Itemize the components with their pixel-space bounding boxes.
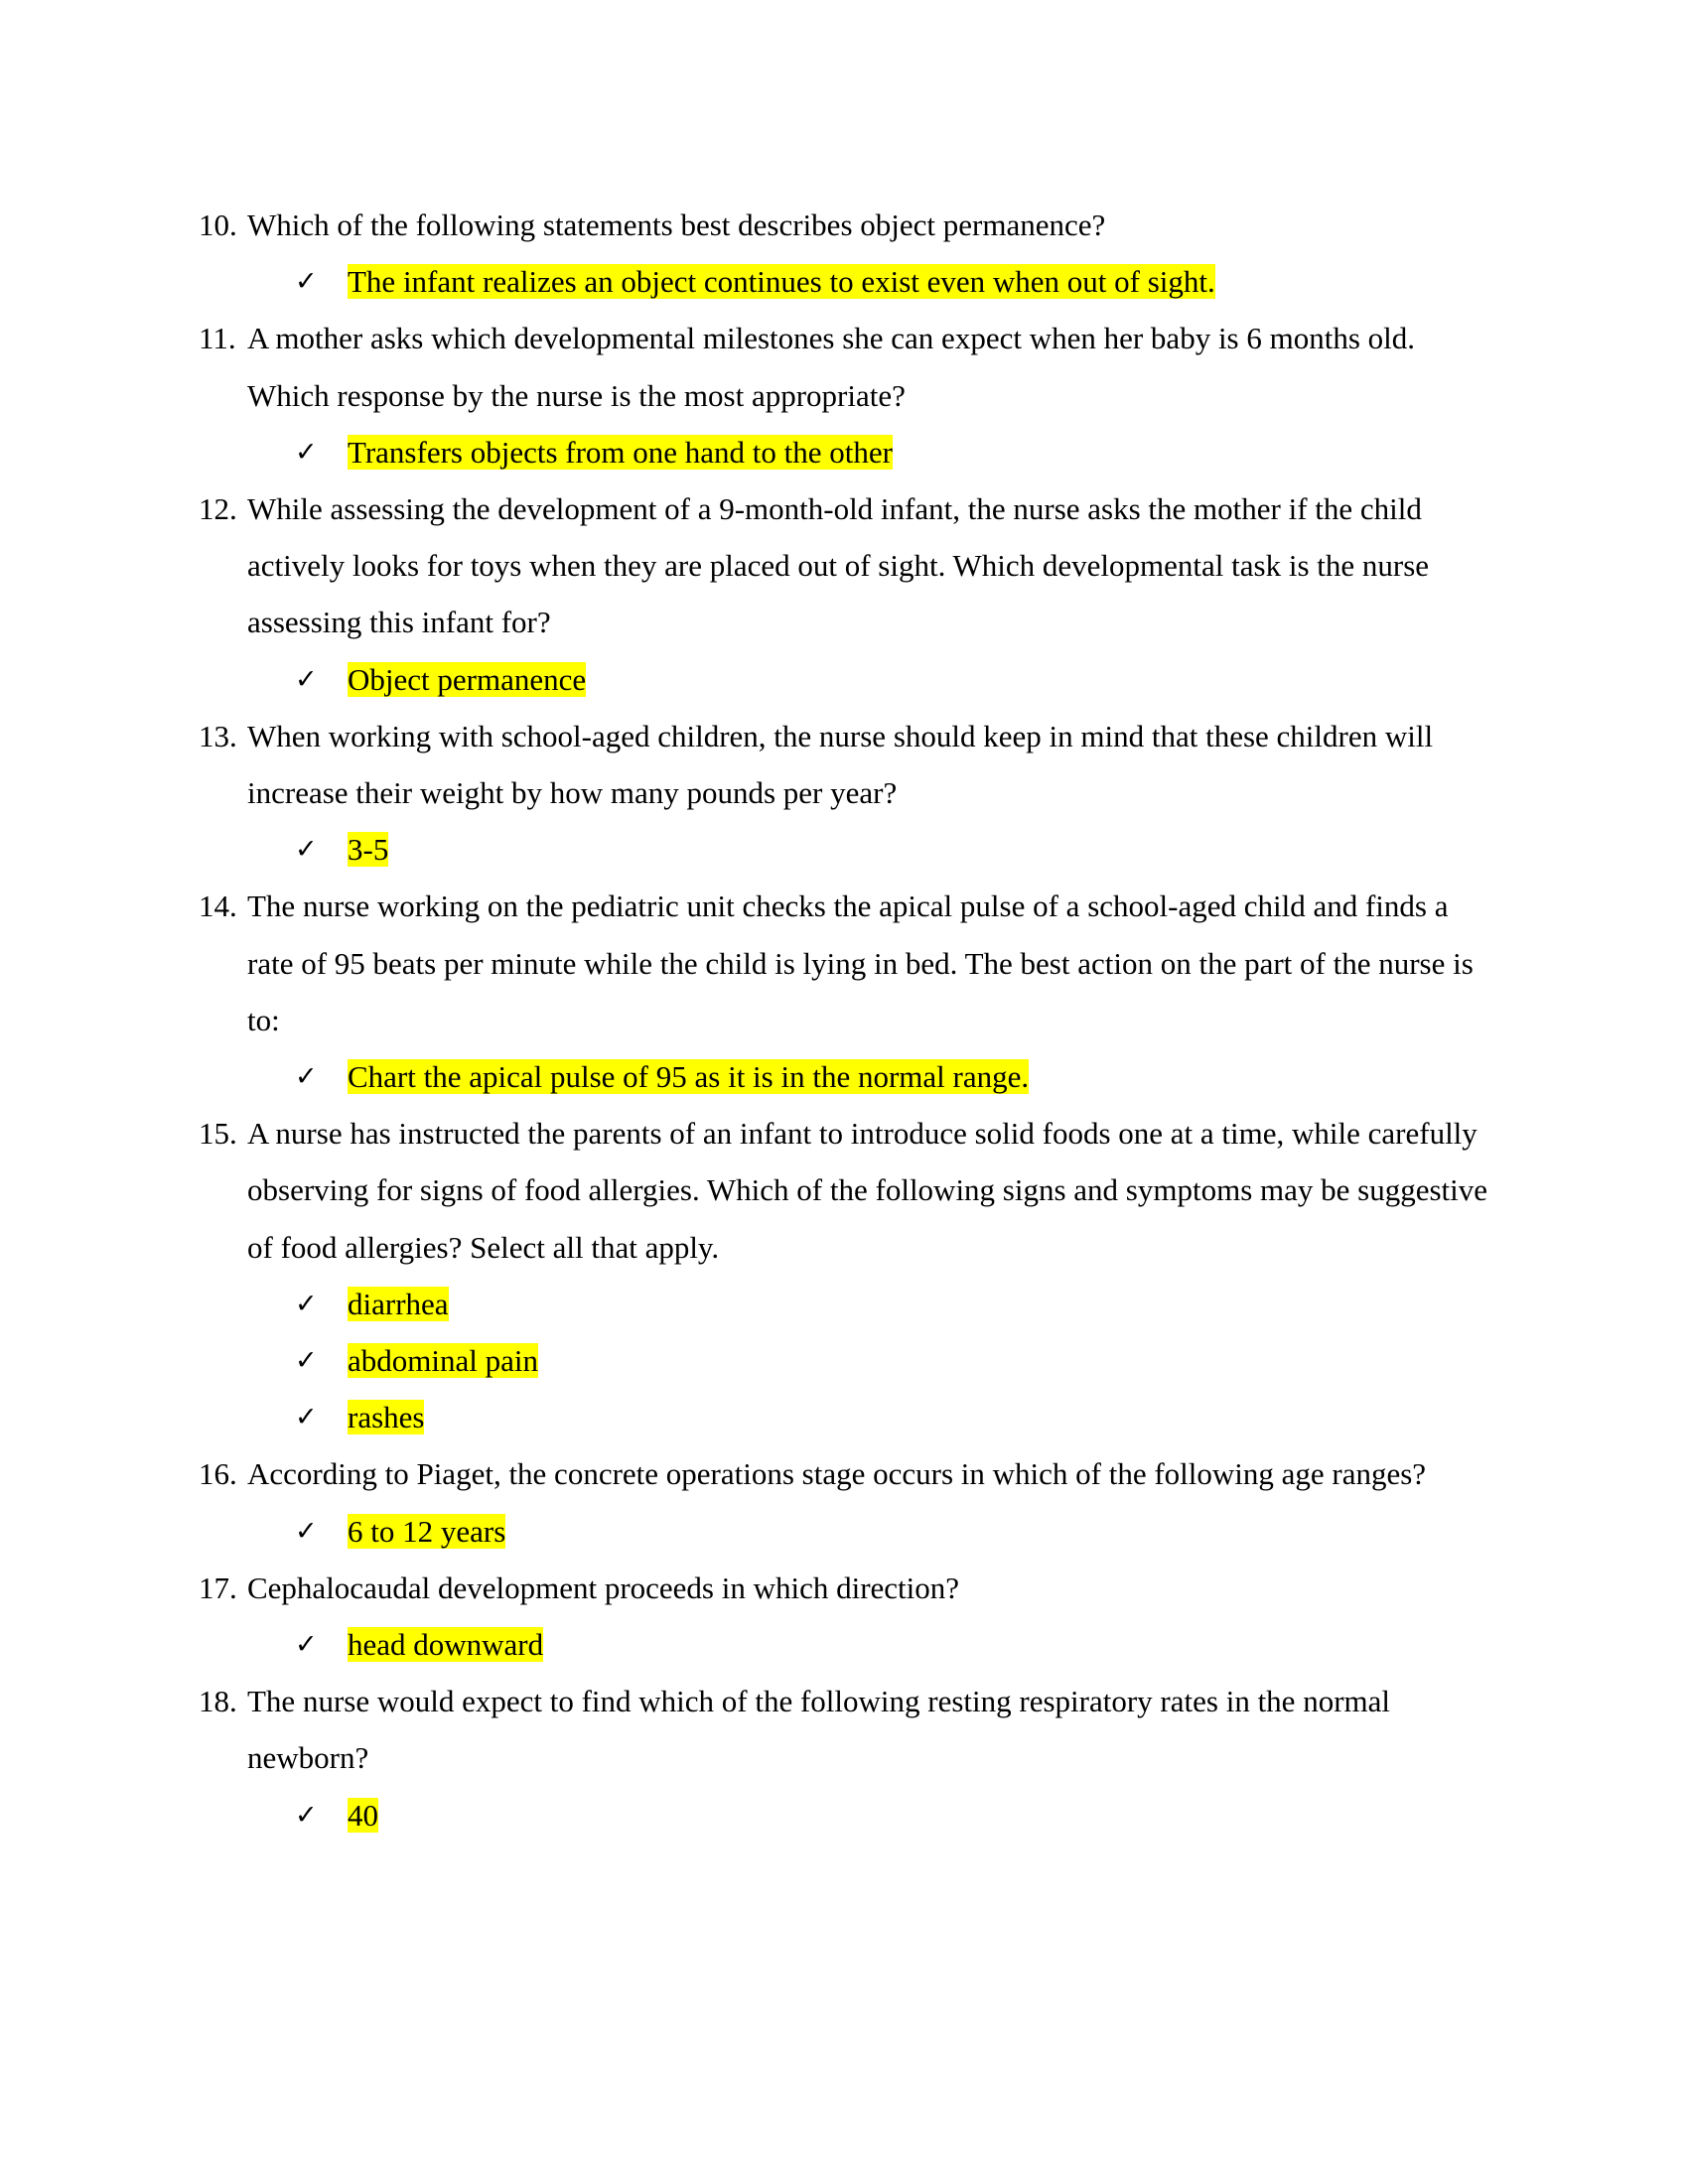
question-text: The nurse would expect to find which of the following resting respiratory rates in the normal newborn? xyxy=(247,1684,1390,1776)
question-number: 12. xyxy=(199,491,237,527)
check-icon: ✓ xyxy=(295,663,318,695)
question-item xyxy=(199,480,1489,651)
answer-text: diarrhea xyxy=(348,1286,449,1321)
answer-text: rashes xyxy=(348,1400,425,1435)
check-icon: ✓ xyxy=(295,1061,318,1093)
question-number: 17. xyxy=(199,1570,237,1605)
answer-text: 6 to 12 years xyxy=(348,1513,506,1549)
question-text: Cephalocaudal development proceeds in which direction? xyxy=(247,1570,960,1605)
answer-item xyxy=(199,1616,1489,1673)
question-number: 13. xyxy=(199,718,237,753)
question-number: 18. xyxy=(199,1684,237,1719)
check-icon: ✓ xyxy=(295,834,318,866)
question-item xyxy=(199,310,1489,423)
check-icon: ✓ xyxy=(295,436,318,468)
answer-item xyxy=(199,1332,1489,1389)
check-icon: ✓ xyxy=(295,1515,318,1547)
question-item xyxy=(199,1445,1489,1502)
check-icon: ✓ xyxy=(295,266,318,298)
answer-text: head downward xyxy=(348,1627,544,1663)
question-text: According to Piaget, the concrete operations stage occurs in which of the following age ranges? xyxy=(247,1456,1427,1492)
question-number: 15. xyxy=(199,1116,237,1152)
answer-text: 3-5 xyxy=(348,832,389,868)
answer-item xyxy=(199,651,1489,708)
answer-text: Object permanence xyxy=(348,661,587,697)
answer-text: abdominal pain xyxy=(348,1343,538,1379)
check-icon: ✓ xyxy=(295,1799,318,1831)
answer-item xyxy=(199,1276,1489,1332)
question-number: 10. xyxy=(199,207,237,242)
question-number: 11. xyxy=(199,321,236,356)
answer-item xyxy=(199,424,1489,480)
question-item xyxy=(199,1560,1489,1616)
question-item xyxy=(199,1105,1489,1276)
question-text: A nurse has instructed the parents of an infant to introduce solid foods one at a time, while carefully observing for signs of food allergies. Which of the following signs and symptoms may be suggestive of food allergies? Select all that apply. xyxy=(247,1116,1488,1265)
check-icon: ✓ xyxy=(295,1629,318,1661)
question-text: While assessing the development of a 9-month-old infant, the nurse asks the mother if the child actively looks for toys when they are placed out of sight. Which developmental task is the nurse assessing this infant for? xyxy=(247,491,1430,640)
question-number: 14. xyxy=(199,888,237,924)
answer-item xyxy=(199,821,1489,878)
answer-item xyxy=(199,253,1489,310)
answer-item xyxy=(199,1048,1489,1105)
answer-item xyxy=(199,1389,1489,1445)
check-icon: ✓ xyxy=(295,1402,318,1433)
question-number: 16. xyxy=(199,1456,237,1492)
answer-text: Chart the apical pulse of 95 as it is in the normal range. xyxy=(348,1059,1030,1095)
question-list xyxy=(199,197,1489,1843)
answer-item xyxy=(199,1787,1489,1843)
question-text: When working with school-aged children, the nurse should keep in mind that these children will increase their weight by how many pounds per year? xyxy=(247,718,1434,811)
question-text: Which of the following statements best describes object permanence? xyxy=(247,207,1106,242)
question-item xyxy=(199,878,1489,1048)
question-text: A mother asks which developmental milestones she can expect when her baby is 6 months old. Which response by the nurse is the most appropriate? xyxy=(247,321,1416,413)
check-icon: ✓ xyxy=(295,1345,318,1377)
answer-text: Transfers objects from one hand to the other xyxy=(348,434,893,470)
question-text: The nurse working on the pediatric unit checks the apical pulse of a school-aged child and finds a rate of 95 beats per minute while the child is lying in bed. The best action on the part of the nurse is to: xyxy=(247,888,1474,1037)
answer-item xyxy=(199,1503,1489,1560)
answer-text: 40 xyxy=(348,1797,378,1833)
answer-text: The infant realizes an object continues to exist even when out of sight. xyxy=(348,264,1215,300)
question-item xyxy=(199,708,1489,821)
question-item xyxy=(199,197,1489,253)
question-item xyxy=(199,1673,1489,1786)
check-icon: ✓ xyxy=(295,1288,318,1319)
